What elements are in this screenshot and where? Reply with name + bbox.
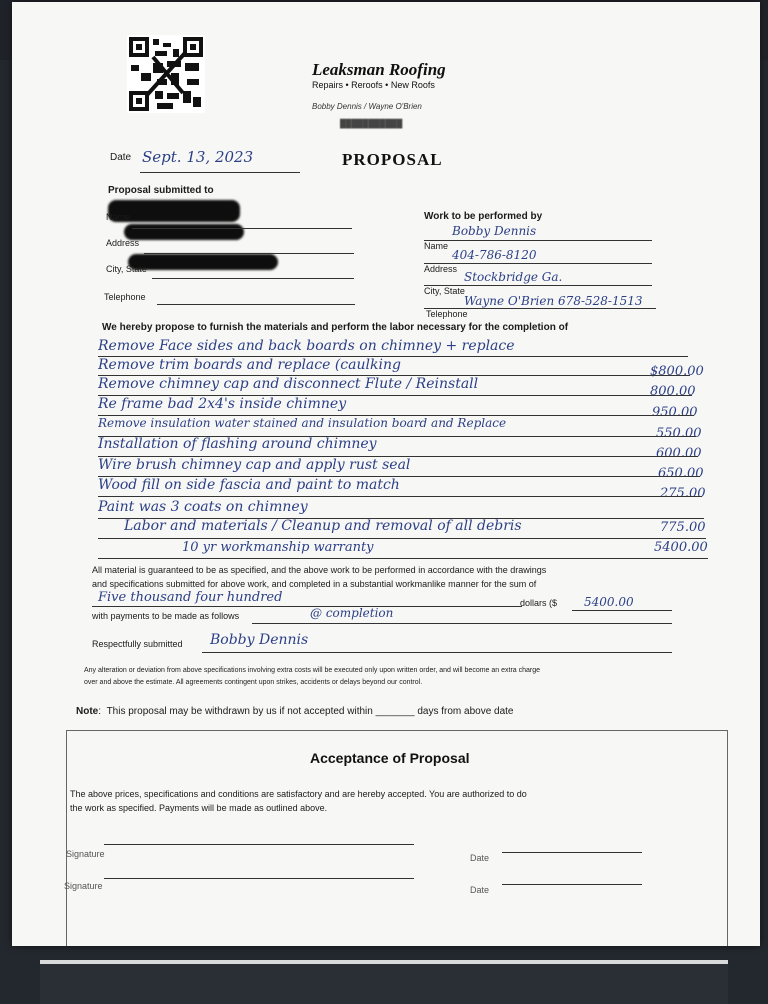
terms-line-1: All material is guaranteed to be as specified, and the above work to be performed in accordance with the drawings [92,565,547,575]
redacted-city [128,254,278,270]
note-row: Note: This proposal may be withdrawn by us if not accepted within _______ days from above date [76,706,514,717]
name-label: Name [106,212,131,222]
alteration-line-2: over and above the estimate. All agreements contingent upon strikes, accidents or delays beyond our control. [84,679,423,686]
acceptance-line-1: The above prices, specifications and conditions are satisfactory and are hereby accepted. You are authorized to do [70,789,527,799]
line-item-price: 650.00 [658,466,704,481]
signature-line-2 [104,878,414,879]
payments-label: with payments to be made as follows [92,611,240,621]
line-item: Remove chimney cap and disconnect Flute / Reinstall [98,376,479,392]
date-line [140,172,300,173]
note-tail: days from above date [417,706,514,717]
company-phone-blurred: ███████████ [340,119,403,128]
dollars-label: dollars ($ [520,598,558,608]
work-telephone-label: Telephone [426,309,468,319]
line-item: Wood fill on side fascia and paint to match [98,477,400,493]
redacted-address [124,224,244,240]
respectfully-line [202,652,672,653]
item-rule [98,538,706,539]
address-line [144,253,354,254]
next-page-edge [40,960,728,1004]
scope-intro: We hereby propose to furnish the materials and perform the labor necessary for the completion of [102,322,569,333]
note-label: Note [76,706,99,717]
line-item: 10 yr workmanship warranty [182,540,374,555]
line-item: Wire brush chimney cap and apply rust seal [98,457,411,473]
company-logo-icon [127,35,205,113]
line-item: Remove trim boards and replace (caulking [98,357,401,373]
work-by-name: Bobby Dennis [452,224,537,238]
signature-label-2: Signature [64,881,103,891]
date-label-1: Date [470,853,490,863]
line-item-price: 5400.00 [654,540,708,555]
line-item: Remove insulation water stained and insulation board and Replace [98,416,507,430]
line-item: Installation of flashing around chimney [98,436,377,452]
acceptance-title: Acceptance of Proposal [310,750,470,766]
work-by-city: Stockbridge Ga. [464,270,563,284]
company-name: Leaksman Roofing [312,60,446,79]
date-line-1 [502,852,642,853]
work-by-label: Work to be performed by [424,211,543,222]
acceptance-line-2: the work as specified. Payments will be made as outlined above. [70,803,328,813]
line-item-price: 800.00 [650,384,696,399]
payments-value: @ completion [310,606,394,620]
line-item: Labor and materials / Cleanup and removal of all debris [124,518,522,534]
line-item: Paint was 3 coats on chimney [98,499,308,515]
line-item-price: 950.00 [652,405,698,420]
company-services: Repairs • Reroofs • New Roofs [312,80,435,90]
line-item: Re frame bad 2x4's inside chimney [98,396,347,412]
signature-line-1 [104,844,414,845]
line-item-price: 550.00 [656,426,702,441]
work-address-label: Address [424,264,458,274]
line-item: Remove Face sides and back boards on chimney + replace [98,338,515,354]
date-label: Date [110,152,132,163]
work-name-line [424,240,652,241]
note-text: This proposal may be withdrawn by us if not accepted within [106,706,373,717]
signer-name: Bobby Dennis [210,632,309,648]
item-rule [98,496,702,497]
proposal-sheet [12,2,760,946]
terms-line-2: and specifications submitted for above work, and completed in a substantial workmanlike manner for the sum of [92,579,537,589]
work-by-telephone: Wayne O'Brien 678-528-1513 [464,294,643,308]
work-address-line [424,263,652,264]
city-state-label: City, State [106,264,147,274]
name-line [132,228,352,229]
submitted-to-label: Proposal submitted to [108,185,214,196]
amount-words-line [92,606,522,607]
alteration-line-1: Any alteration or deviation from above specifications involving extra costs will be executed only upon written order, and will become an extra charge [84,667,541,674]
item-rule [98,558,708,559]
amount-value: 5400.00 [584,595,634,609]
date-label-2: Date [470,885,490,895]
amount-line [572,610,672,611]
signature-label-1: Signature [66,849,105,859]
date-line-2 [502,884,642,885]
address-label: Address [106,238,140,248]
telephone-label: Telephone [104,292,146,302]
city-line [152,278,354,279]
work-city-label: City, State [424,286,465,296]
company-owners: Bobby Dennis / Wayne O'Brien [312,102,422,111]
respectfully-label: Respectfully submitted [92,639,183,649]
line-item-price: $800.00 [650,364,704,379]
page-title: PROPOSAL [342,150,443,169]
work-by-address: 404-786-8120 [452,248,537,262]
telephone-line [157,304,355,305]
date-value: Sept. 13, 2023 [142,148,254,166]
line-item-price: 775.00 [660,520,706,535]
work-name-label: Name [424,241,449,251]
payments-line [252,623,672,624]
line-item-price: 600.00 [656,446,702,461]
line-item-price: 275.00 [660,486,706,501]
amount-in-words: Five thousand four hundred [98,590,283,605]
